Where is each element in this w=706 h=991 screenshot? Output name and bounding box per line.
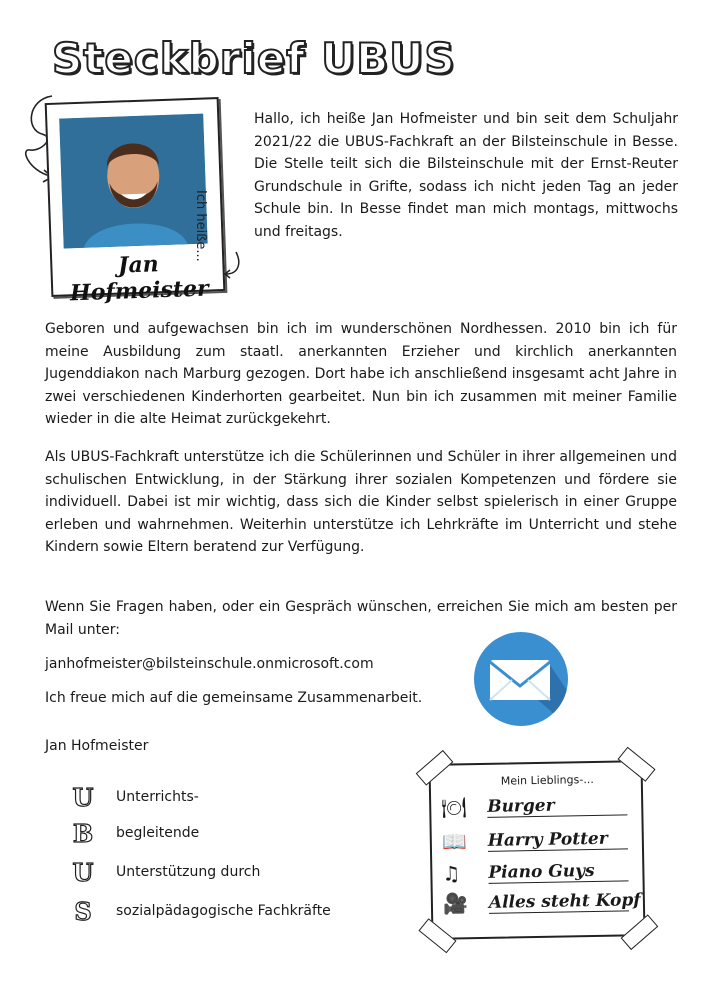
book-icon: 📖 [441, 829, 467, 854]
acronym-row [70, 857, 260, 887]
favorite-book: Harry Potter [488, 828, 628, 851]
email-link[interactable]: janhofmeister@bilsteinschule.onmicrosoft.com [45, 656, 374, 672]
signoff-name: Jan Hofmeister [45, 738, 149, 754]
mail-icon [474, 632, 568, 726]
favorite-film: Alles steht Kopf [488, 890, 641, 913]
signature: Jan Hofmeister [69, 251, 210, 307]
curl-arrow-icon [220, 250, 244, 280]
acronym-row [70, 782, 199, 812]
acronym-text: begleitende [116, 825, 200, 841]
page-title: Steckbrief UBUS [52, 34, 456, 83]
closing-line: Ich freue mich auf die gemeinsame Zusammenarbeit. [45, 690, 423, 706]
acronym-letter: U [72, 857, 94, 887]
tape-corner [621, 914, 659, 950]
acronym-row [70, 896, 331, 926]
side-label: Ich heiße... [193, 190, 208, 262]
portrait-photo [59, 114, 207, 249]
acronym-letter: U [72, 782, 94, 812]
tape-corner [418, 918, 456, 953]
background-paragraph: Geboren und aufgewachsen bin ich im wunderschönen Nordhessen. 2010 bin ich für meine Ausbildung zum staatl. anerkannten Erzieher und kirchlich anerkannten Jugenddiakon nach Marburg gezogen. Dort habe ich anschließend insgesamt acht Jahre in zwei verschiedenen Kinderhorten gearbeitet. Nun bin ich zusammen mit meiner Familie wieder in die alte Heimat zurückgekehrt. [45, 321, 677, 427]
favorites-card [428, 760, 645, 940]
acronym-text: sozialpädagogische Fachkräfte [116, 903, 331, 919]
film-camera-icon: 🎥 [442, 891, 469, 916]
acronym-letter: S [74, 896, 92, 926]
favorite-food: Burger [487, 794, 627, 817]
acronym-row [70, 818, 199, 848]
favorites-heading: Mein Lieblings-... [500, 772, 594, 788]
contact-paragraph: Wenn Sie Fragen haben, oder ein Gespräch wünschen, erreichen Sie mich am besten per Mail unter: [45, 599, 677, 638]
favorite-music: Piano Guys [488, 860, 628, 883]
music-notes-icon: ♫ [442, 861, 461, 886]
intro-paragraph: Hallo, ich heiße Jan Hofmeister und bin seit dem Schuljahr 2021/22 die UBUS-Fachkraft an der Bilsteinschule in Besse. Die Stelle teilt sich die Bilsteinschule mit der Ernst-Reuter Grundschule in Grifte, sodass ich nicht jeden Tag an jeder Schule bin. In Besse findet man mich montags, mittwochs und freitags. [254, 111, 678, 240]
acronym-letter: B [72, 818, 94, 848]
plate-cutlery-icon: 🍽 [441, 795, 467, 820]
acronym-text: Unterrichts- [116, 789, 199, 805]
tape-corner [416, 750, 454, 786]
tape-corner [617, 747, 655, 782]
acronym-text: Unterstützung durch [116, 864, 261, 880]
role-paragraph: Als UBUS-Fachkraft unterstütze ich die Schülerinnen und Schüler in ihrer allgemeinen und schulischen Entwicklung, in der Stärkung ihrer sozialen Kompetenzen und fördere sie individuell. Dabei ist mir wichtig, dass sich die Kinder selbst spielerisch in einer Gruppe erleben und wahrnehmen. Weiterhin unterstütze ich Lehrkräfte im Unterricht und stehe Kindern sowie Eltern beratend zur Verfügung. [45, 449, 677, 555]
